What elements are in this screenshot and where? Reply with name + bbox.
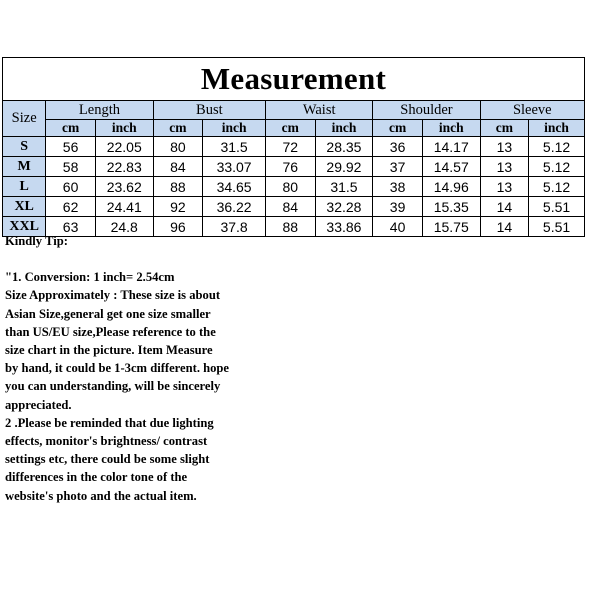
- unit-cm-header: cm: [153, 120, 203, 137]
- unit-inch-header: inch: [529, 120, 585, 137]
- waist-cm-value: 72: [266, 137, 316, 157]
- waist-cm-value: 76: [266, 157, 316, 177]
- note-line: website's photo and the actual item.: [5, 488, 197, 503]
- unit-cm-header: cm: [480, 120, 528, 137]
- shoulder-inch-value: 14.96: [422, 177, 480, 197]
- sleeve-inch-value: 5.12: [529, 157, 585, 177]
- unit-inch-header: inch: [315, 120, 373, 137]
- shoulder-cm-value: 36: [373, 137, 423, 157]
- kindly-tip-notes: [5, 232, 275, 505]
- unit-cm-header: cm: [373, 120, 423, 137]
- note-line: appreciated.: [5, 397, 72, 412]
- bust-header: Bust: [153, 101, 265, 120]
- shoulder-cm-value: 40: [373, 217, 423, 237]
- note-line: you can understanding, will be sincerely: [5, 379, 221, 394]
- bust-inch-value: 36.22: [203, 197, 266, 217]
- length-cm-value: 58: [46, 157, 96, 177]
- size-label: M: [3, 157, 46, 177]
- unit-cm-header: cm: [46, 120, 96, 137]
- chart-title: Measurement: [3, 58, 585, 101]
- note-line: 2 .Please be reminded that due lighting: [5, 415, 214, 430]
- sleeve-cm-value: 14: [480, 217, 528, 237]
- bust-cm-value: 88: [153, 177, 203, 197]
- length-cm-value: 62: [46, 197, 96, 217]
- note-line: than US/EU size,Please reference to the: [5, 324, 216, 339]
- sleeve-inch-value: 5.51: [529, 197, 585, 217]
- waist-cm-value: 84: [266, 197, 316, 217]
- size-label: XXL: [3, 217, 46, 237]
- note-line: settings etc, there could be some slight: [5, 452, 210, 467]
- length-cm-value: 63: [46, 217, 96, 237]
- unit-inch-header: inch: [203, 120, 266, 137]
- note-line: effects, monitor's brightness/ contrast: [5, 434, 208, 449]
- length-header: Length: [46, 101, 153, 120]
- sleeve-cm-value: 13: [480, 137, 528, 157]
- size-label: XL: [3, 197, 46, 217]
- sleeve-header: Sleeve: [480, 101, 584, 120]
- length-cm-value: 56: [46, 137, 96, 157]
- table-row: [3, 137, 585, 157]
- shoulder-inch-value: 15.35: [422, 197, 480, 217]
- unit-inch-header: inch: [95, 120, 153, 137]
- bust-cm-value: 80: [153, 137, 203, 157]
- note-line: "1. Conversion: 1 inch= 2.54cm: [5, 270, 175, 285]
- note-line: Size Approximately : These size is about: [5, 288, 221, 303]
- table-row: [3, 157, 585, 177]
- waist-header: Waist: [266, 101, 373, 120]
- length-inch-value: 24.8: [95, 217, 153, 237]
- sleeve-inch-value: 5.12: [529, 177, 585, 197]
- waist-cm-value: 80: [266, 177, 316, 197]
- sleeve-inch-value: 5.12: [529, 137, 585, 157]
- bust-inch-value: 31.5: [203, 137, 266, 157]
- unit-inch-header: inch: [422, 120, 480, 137]
- bust-inch-value: 34.65: [203, 177, 266, 197]
- note-line: size chart in the picture. Item Measure: [5, 343, 213, 358]
- waist-cm-value: 88: [266, 217, 316, 237]
- size-chart-table: [2, 57, 585, 237]
- shoulder-cm-value: 39: [373, 197, 423, 217]
- unit-cm-header: cm: [266, 120, 316, 137]
- note-line: differences in the color tone of the: [5, 470, 188, 485]
- shoulder-inch-value: 14.17: [422, 137, 480, 157]
- length-inch-value: 24.41: [95, 197, 153, 217]
- waist-inch-value: 29.92: [315, 157, 373, 177]
- bust-cm-value: 92: [153, 197, 203, 217]
- tip-title: Kindly Tip:: [5, 234, 68, 248]
- shoulder-header: Shoulder: [373, 101, 480, 120]
- table-row: [3, 177, 585, 197]
- sleeve-cm-value: 13: [480, 177, 528, 197]
- sleeve-cm-value: 13: [480, 157, 528, 177]
- note-line: Asian Size,general get one size smaller: [5, 306, 211, 321]
- bust-inch-value: 33.07: [203, 157, 266, 177]
- size-column-header: Size: [3, 101, 46, 137]
- shoulder-cm-value: 37: [373, 157, 423, 177]
- waist-inch-value: 32.28: [315, 197, 373, 217]
- table-row: [3, 197, 585, 217]
- length-cm-value: 60: [46, 177, 96, 197]
- sleeve-inch-value: 5.51: [529, 217, 585, 237]
- waist-inch-value: 33.86: [315, 217, 373, 237]
- waist-inch-value: 28.35: [315, 137, 373, 157]
- shoulder-inch-value: 15.75: [422, 217, 480, 237]
- bust-inch-value: 37.8: [203, 217, 266, 237]
- waist-inch-value: 31.5: [315, 177, 373, 197]
- bust-cm-value: 96: [153, 217, 203, 237]
- length-inch-value: 23.62: [95, 177, 153, 197]
- note-line: by hand, it could be 1-3cm different. hope: [5, 361, 230, 376]
- length-inch-value: 22.83: [95, 157, 153, 177]
- shoulder-cm-value: 38: [373, 177, 423, 197]
- bust-cm-value: 84: [153, 157, 203, 177]
- size-label: L: [3, 177, 46, 197]
- length-inch-value: 22.05: [95, 137, 153, 157]
- size-label: S: [3, 137, 46, 157]
- shoulder-inch-value: 14.57: [422, 157, 480, 177]
- sleeve-cm-value: 14: [480, 197, 528, 217]
